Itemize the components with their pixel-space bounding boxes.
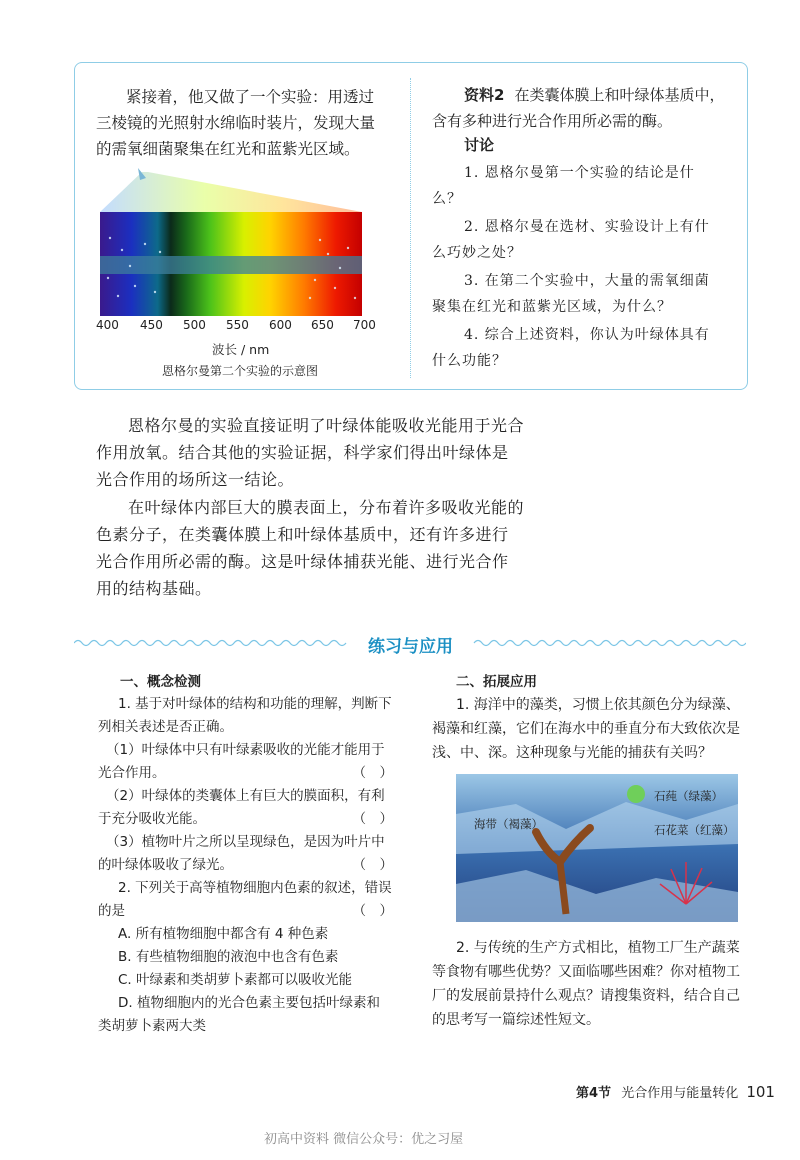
label-brown-algae: 海带（褐藻）	[474, 817, 543, 831]
tick-600: 600	[269, 318, 292, 332]
spectrum-xlabel: 波长 / nm	[212, 342, 270, 357]
label-green-algae: 石莼（绿藻）	[654, 789, 723, 803]
label-red-algae: 石花菜（红藻）	[654, 823, 735, 837]
discussion-q4: 4. 综合上述资料，你认为叶绿体具有什么功能？	[432, 327, 710, 369]
section1-body	[98, 693, 393, 1038]
ext-q1: 1. 海洋中的藻类，习惯上依其颜色分为绿藻、褐藻和红藻，它们在海水中的垂直分布大致依次是浅、中、深。这种现象与光能的捕获有关吗？	[432, 697, 740, 761]
footer-section: 第4节	[576, 1086, 612, 1101]
tick-500: 500	[183, 318, 206, 332]
resource2-text: 在类囊体膜上和叶绿体基质中，含有多种进行光合作用所必需的酶。	[432, 86, 725, 130]
answer-paren-q2[interactable]: （ ）	[352, 903, 393, 919]
q2-option-d: D. 植物细胞内的光合色素主要包括叶绿素和类胡萝卜素两大类	[98, 995, 380, 1034]
answer-paren-1[interactable]: （ ）	[352, 765, 393, 781]
tick-650: 650	[311, 318, 334, 332]
q1-item-3-text: （3）植物叶片之所以呈现绿色，是因为叶片中的叶绿体吸收了绿光。	[98, 834, 385, 873]
exercise-title: 练习与应用	[360, 632, 461, 657]
page-footer	[576, 1082, 775, 1101]
ext-q2: 2. 与传统的生产方式相比，植物工厂生产蔬菜等食物有哪些优势？又面临哪些困难？你对植物工厂的发展前景持什么观点？请搜集资料，结合自己的思考写一篇综述性短文。	[432, 940, 740, 1028]
ulva-icon	[627, 785, 645, 803]
section2-title: 二、拓展应用	[456, 674, 537, 690]
tick-450: 450	[140, 318, 163, 332]
q2-stem-text: 2. 下列关于高等植物细胞内色素的叙述，错误的是	[98, 880, 392, 919]
discussion-list	[432, 160, 724, 374]
experiment-intro: 紧接着，他又做了一个实验：用透过三棱镜的光照射水绵临时装片，发现大量的需氧细菌聚集在红光和蓝紫光区域。	[96, 88, 376, 158]
body-paragraph-1: 恩格尔曼的实验直接证明了叶绿体能吸收光能用于光合作用放氧。结合其他的实验证据，科学家们得出叶绿体是光合作用的场所这一结论。	[96, 416, 525, 489]
q1-item-3	[98, 831, 393, 877]
q2-option-a: A. 所有植物细胞中都含有 4 种色素	[118, 926, 329, 942]
q2-option-c: C. 叶绿素和类胡萝卜素都可以吸收光能	[118, 972, 353, 988]
box-divider	[410, 78, 411, 378]
q2-option-b: B. 有些植物细胞的液泡中也含有色素	[118, 949, 339, 965]
watermark: 初高中资料 微信公众号：优之习屋	[264, 1132, 464, 1147]
spectrum-figure	[100, 168, 370, 318]
tick-700: 700	[353, 318, 376, 332]
answer-paren-3[interactable]: （ ）	[352, 857, 393, 873]
body-paragraph-2: 在叶绿体内部巨大的膜表面上，分布着许多吸收光能的色素分子，在类囊体膜上和叶绿体基质中，还有许多进行光合作用所必需的酶。这是叶绿体捕获光能、进行光合作用的结构基础。	[96, 498, 525, 598]
q1-item-2	[98, 785, 393, 831]
discussion-title: 讨论	[464, 136, 495, 154]
tick-400: 400	[96, 318, 119, 332]
footer-title: 光合作用与能量转化	[621, 1086, 739, 1101]
q2-stem	[98, 877, 393, 923]
spirogyra-filament	[100, 256, 362, 274]
q1-item-2-text: （2）叶绿体的类囊体上有巨大的膜面积，有利于充分吸收光能。	[98, 788, 385, 827]
light-beam	[100, 172, 362, 212]
q1-item-1	[98, 739, 393, 785]
page-number: 101	[746, 1083, 775, 1101]
resource2-label: 资料2	[464, 86, 505, 104]
discussion-q1: 1. 恩格尔曼第一个实验的结论是什么？	[432, 165, 695, 207]
q1-stem: 1. 基于对叶绿体的结构和功能的理解，判断下列相关表述是否正确。	[98, 696, 392, 735]
answer-paren-2[interactable]: （ ）	[352, 811, 393, 827]
discussion-q3: 3. 在第二个实验中，大量的需氧细菌聚集在红光和蓝紫光区域，为什么？	[432, 273, 710, 315]
q1-item-1-text: （1）叶绿体中只有叶绿素吸收的光能才能用于光合作用。	[98, 742, 385, 781]
resource2	[432, 82, 727, 134]
figure-caption: 恩格尔曼第二个实验的示意图	[162, 364, 319, 378]
tick-550: 550	[226, 318, 249, 332]
section1-title: 一、概念检测	[120, 674, 201, 690]
discussion-q2: 2. 恩格尔曼在选材、实验设计上有什么巧妙之处？	[432, 219, 710, 261]
